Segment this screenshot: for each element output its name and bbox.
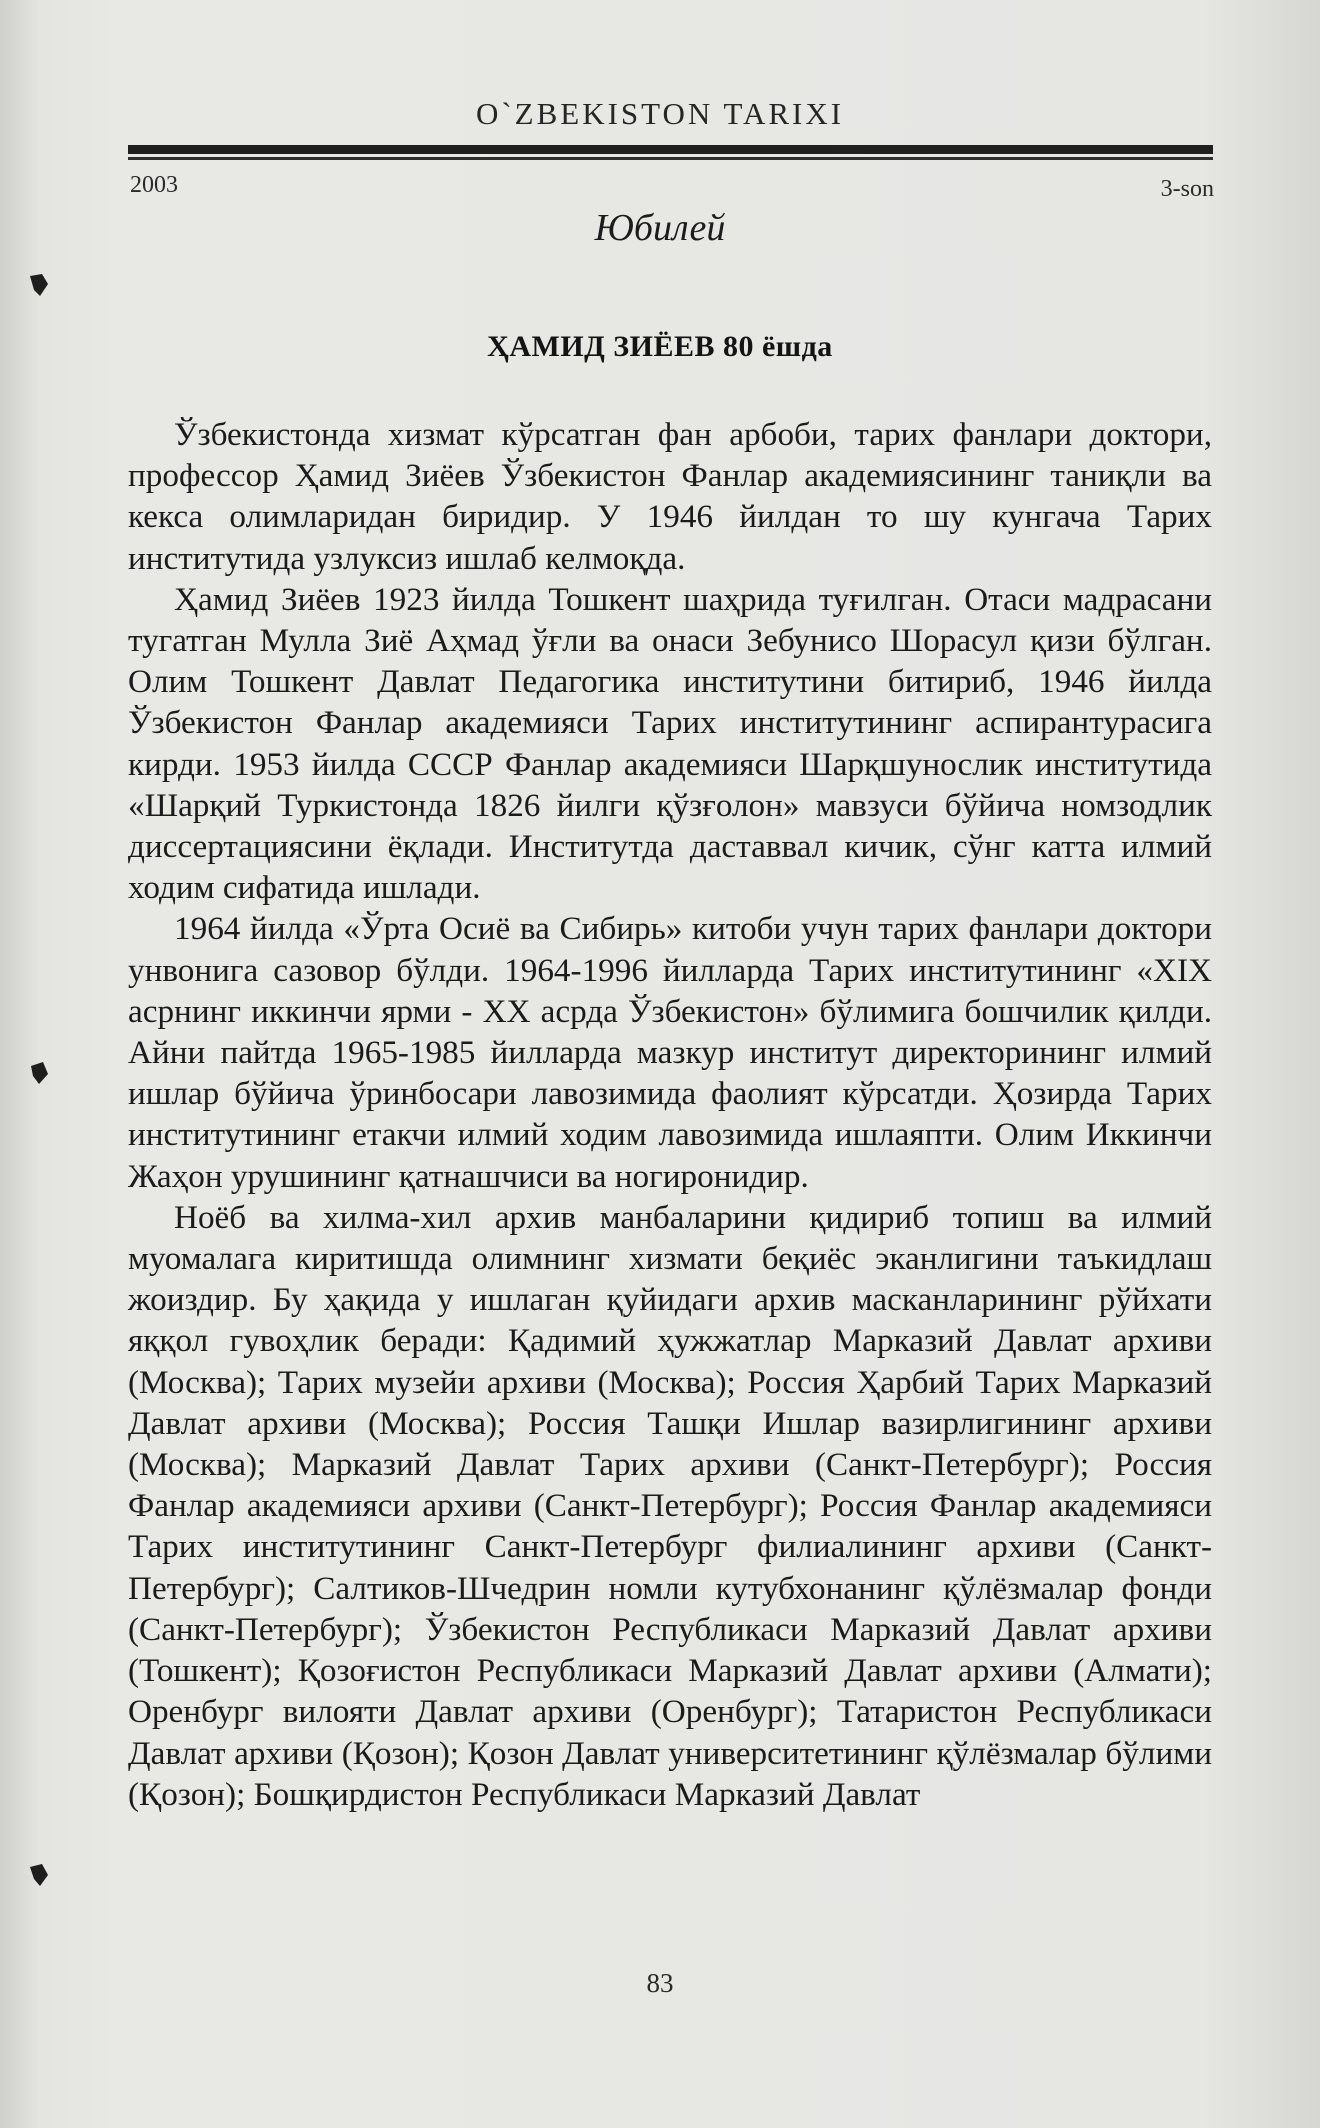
header-rule-thick <box>128 145 1213 154</box>
paragraph-2: Ҳамид Зиёев 1923 йилда Тошкент шаҳрида туғилган. Отаси мадрасани тугатган Мулла Зиё Аҳмад ўғли ва онаси Зебунисо Шорасул қизи бўлган. Олим Тошкент Давлат Педагогика институтини битириб, 1946 йилда Ўзбекистон Фанлар академияси Тарих институтининг аспирантурасига кирди. 1953 йилда СССР Фанлар академияси Шарқшунослик институтида «Шарқий Туркистонда 1826 йилги қўзғолон» мавзуси бўйича номзодлик диссертациясини ёқлади. Институтда даставвал кичик, сўнг катта илмий ходим сифатида ишлади. <box>128 580 1212 907</box>
journal-title: O`ZBEKISTON TARIXI <box>475 96 845 131</box>
section-title: Юбилей <box>594 207 726 249</box>
paragraph-4: Ноёб ва хилма-хил архив манбаларини қидириб топиш ва илмий муомалага киритишда олимнинг хизмати беқиёс эканлигини таъкидлаш жоиздир. Бу ҳақида у ишлаган қуйидаги архив масканларининг рўйхати яққол гувоҳлик беради: Қадимий ҳужжатлар Марказий Давлат архиви (Москва); Тарих музейи архиви (Москва); Россия Ҳарбий Тарих Марказий Давлат архиви (Москва); Россия Ташқи Ишлар вазирлигининг архиви (Москва); Марказий Давлат Тарих архиви (Санкт-Петербург); Россия Фанлар академияси архиви (Санкт-Петербург); Россия Фанлар академияси Тарих институтининг Санкт-Петербург филиалининг архиви (Санкт-Петербург); Салтиков-Шчедрин номли кутубхонанинг қўлёзмалар фонди (Санкт-Петербург); Ўзбекистон Республикаси Марказий Давлат архиви (Тошкент); Қозоғистон Республикаси Марказий Давлат архиви (Алмати); Оренбург вилояти Давлат архиви (Оренбург); Татаристон Республикаси Давлат архиви (Қозон); Қозон Давлат университетининг қўлёзмалар бўлими (Қозон); Бошқирдистон Республикаси Марказий Давлат <box>128 1198 1212 1813</box>
page-number: 83 <box>646 1968 674 1998</box>
header-rule-thin <box>128 157 1213 160</box>
article-headline: ҲАМИД ЗИЁЕВ 80 ёшда <box>487 330 833 363</box>
paragraph-3: 1964 йилда «Ўрта Осиё ва Сибирь» китоби учун тарих фанлари доктори унвонига сазовор бўлди. 1964-1996 йилларда Тарих институтининг «XIX асрнинг иккинчи ярми - XX асрда Ўзбекистон» бўлимига бошчилик қилди. Айни пайтда 1965-1985 йилларда мазкур институт директорининг илмий ишлар бўйича ўринбосари лавозимида фаолият кўрсатди. Ҳозирда Тарих институтининг етакчи илмий ходим лавозимида ишлаяпти. Олим Иккинчи Жаҳон урушининг қатнашчиси ва ногиронидир. <box>128 910 1212 1195</box>
issue-number: 3-son <box>1160 176 1214 202</box>
paragraph-1: Ўзбекистонда хизмат кўрсатган фан арбоби, тарих фанлари доктори, профессор Ҳамид Зиёев Ўзбекистон Фанлар академиясининг таниқли ва кекса олимларидан биридир. У 1946 йилдан то шу кунгача Тарих институтида узлуксиз ишлаб келмоқда. <box>128 416 1212 577</box>
binder-hole-mark <box>28 1862 50 1888</box>
binder-hole-mark <box>28 1060 50 1086</box>
article-body <box>128 414 1212 1815</box>
binder-hole-mark <box>28 272 50 298</box>
issue-year: 2003 <box>130 172 178 198</box>
